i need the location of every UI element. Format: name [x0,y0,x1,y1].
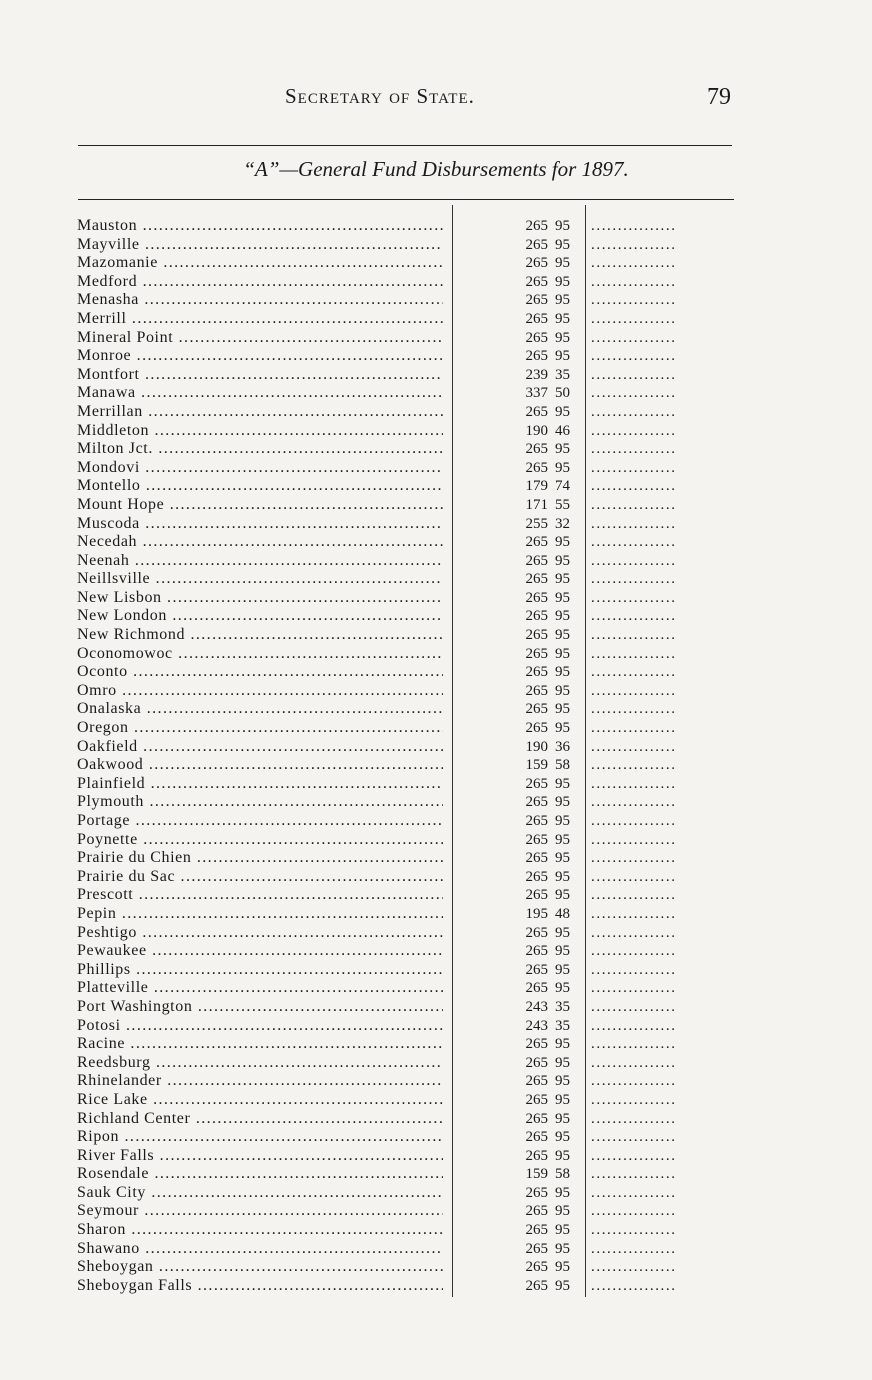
town-name: New Lisbon ..... [77,589,443,608]
amount-cents: 58 [555,1166,570,1183]
town-name: Racine ..... [77,1035,443,1054]
empty-column-leader: ................ [591,868,677,885]
empty-column-leader: ................ [591,664,677,681]
empty-column-leader: ................ [591,701,677,718]
empty-column-leader: ................ [591,1073,677,1090]
amount-cents: 95 [555,794,570,811]
empty-column-leader: ................ [591,1110,677,1127]
town-name: Sheboygan ..... [77,1258,443,1277]
town-name: Muscoda ..... [77,515,443,534]
table-row [0,1035,872,1054]
amount-dollars: 265 [525,534,548,551]
amount-cents: 95 [555,1184,570,1201]
amount-dollars: 239 [525,366,548,383]
amount-dollars: 255 [525,515,548,532]
table-row [0,310,872,329]
empty-column-leader: ................ [591,1184,677,1201]
running-header [0,84,872,114]
empty-column-leader: ................ [591,571,677,588]
table-row [0,998,872,1017]
page-number: 79 [707,84,731,110]
empty-column-leader: ................ [591,813,677,829]
town-name: Prescott ..... [77,886,443,905]
table-row [0,347,872,366]
table-row [0,1277,872,1296]
disbursement-table [0,217,872,1295]
amount-cents: 95 [555,627,570,644]
amount-dollars: 265 [525,218,548,234]
table-row [0,719,872,738]
town-name: Oconomowoc ..... [77,645,443,664]
town-name: Rhinelander ..... [77,1072,443,1091]
amount-cents: 95 [555,236,570,253]
town-name: River Falls ..... [77,1147,443,1166]
town-name: Potosi ..... [77,1017,443,1036]
amount-dollars: 265 [525,775,548,792]
amount-cents: 95 [555,980,570,997]
amount-cents: 95 [555,403,570,420]
town-name: Oconto ..... [77,663,443,682]
town-name: Menasha ..... [77,291,443,310]
table-row [0,775,872,794]
amount-dollars: 265 [525,1240,548,1257]
table-row [0,1017,872,1036]
amount-dollars: 265 [525,850,548,867]
amount-dollars: 265 [525,459,548,476]
town-name: Shawano ..... [77,1240,443,1259]
amount-cents: 36 [555,738,570,755]
running-title: Secretary of State. [285,84,475,108]
town-name: Platteville ..... [77,979,443,998]
amount-dollars: 265 [525,348,548,365]
table-row [0,831,872,850]
amount-dollars: 243 [525,1017,548,1034]
table-row [0,961,872,980]
empty-column-leader: ................ [591,273,677,290]
amount-cents: 95 [555,441,570,458]
empty-column-leader: ................ [591,738,677,755]
empty-column-leader: ................ [591,310,677,327]
amount-dollars: 265 [525,701,548,718]
town-name: Poynette ..... [77,831,443,850]
table-row [0,236,872,255]
amount-dollars: 265 [525,943,548,960]
town-name: Port Washington ..... [77,998,443,1017]
empty-column-leader: ................ [591,682,677,699]
empty-column-leader: ................ [591,459,677,476]
amount-dollars: 265 [525,1203,548,1220]
town-name: Pewaukee ..... [77,942,443,961]
amount-cents: 95 [555,1259,570,1276]
top-rule [78,145,732,146]
town-name: Necedah ..... [77,533,443,552]
amount-cents: 35 [555,998,570,1015]
town-name: Mineral Point ..... [77,329,443,348]
amount-dollars: 265 [525,1054,548,1071]
town-name: Medford ..... [77,273,443,292]
table-row [0,570,872,589]
town-name: Portage ..... [77,812,443,831]
empty-column-leader: ................ [591,422,677,439]
town-name: Rosendale ..... [77,1165,443,1184]
empty-column-leader: ................ [591,943,677,960]
amount-cents: 95 [555,1054,570,1071]
empty-column-leader: ................ [591,589,677,606]
town-name: Montello ..... [77,477,443,496]
table-row [0,552,872,571]
table-row [0,440,872,459]
amount-dollars: 265 [525,980,548,997]
title-rule [78,199,734,200]
empty-column-leader: ................ [591,1259,677,1276]
table-row [0,217,872,236]
table-row [0,1054,872,1073]
empty-column-leader: ................ [591,850,677,867]
empty-column-leader: ................ [591,1166,677,1183]
amount-dollars: 265 [525,1036,548,1053]
town-name: Ripon ..... [77,1128,443,1147]
town-name: Montfort ..... [77,366,443,385]
amount-cents: 95 [555,552,570,569]
town-name: Peshtigo ..... [77,924,443,943]
empty-column-leader: ................ [591,1277,677,1294]
town-name: Milton Jct. ..... [77,440,443,459]
table-row [0,1072,872,1091]
town-name: Richland Center ..... [77,1110,443,1129]
amount-cents: 95 [555,273,570,290]
table-row [0,459,872,478]
amount-dollars: 243 [525,998,548,1015]
empty-column-leader: ................ [591,292,677,309]
amount-dollars: 190 [525,422,548,439]
amount-cents: 95 [555,1129,570,1146]
amount-cents: 95 [555,255,570,272]
amount-dollars: 265 [525,645,548,662]
amount-cents: 95 [555,943,570,960]
amount-dollars: 265 [525,664,548,681]
town-name: Oregon ..... [77,719,443,738]
amount-dollars: 265 [525,589,548,606]
table-row [0,589,872,608]
town-name: Mauston ..... [77,217,443,236]
town-name: New Richmond ..... [77,626,443,645]
amount-cents: 95 [555,608,570,625]
table-row [0,366,872,385]
empty-column-leader: ................ [591,924,677,941]
empty-column-leader: ................ [591,403,677,420]
empty-column-leader: ................ [591,998,677,1015]
amount-dollars: 265 [525,273,548,290]
empty-column-leader: ................ [591,236,677,253]
table-row [0,849,872,868]
table-row [0,403,872,422]
town-name: Manawa ..... [77,384,443,403]
amount-cents: 95 [555,1147,570,1164]
empty-column-leader: ................ [591,1036,677,1053]
amount-cents: 95 [555,459,570,476]
empty-column-leader: ................ [591,1129,677,1146]
empty-column-leader: ................ [591,478,677,495]
table-row [0,793,872,812]
amount-dollars: 265 [525,813,548,829]
amount-cents: 74 [555,478,570,495]
amount-dollars: 265 [525,868,548,885]
empty-column-leader: ................ [591,1091,677,1108]
table-row [0,626,872,645]
table-row [0,886,872,905]
table-row [0,1091,872,1110]
empty-column-leader: ................ [591,775,677,792]
table-row [0,1202,872,1221]
amount-cents: 58 [555,757,570,774]
amount-dollars: 265 [525,1222,548,1239]
amount-dollars: 265 [525,1110,548,1127]
empty-column-leader: ................ [591,794,677,811]
empty-column-leader: ................ [591,348,677,365]
amount-dollars: 265 [525,887,548,904]
amount-cents: 95 [555,813,570,829]
amount-cents: 95 [555,850,570,867]
amount-cents: 95 [555,664,570,681]
amount-dollars: 265 [525,552,548,569]
empty-column-leader: ................ [591,757,677,774]
empty-column-leader: ................ [591,515,677,532]
amount-cents: 95 [555,887,570,904]
table-row [0,477,872,496]
empty-column-leader: ................ [591,627,677,644]
amount-dollars: 265 [525,1129,548,1146]
town-name: Seymour ..... [77,1202,443,1221]
amount-dollars: 265 [525,627,548,644]
amount-cents: 46 [555,422,570,439]
amount-cents: 95 [555,1110,570,1127]
town-name: Reedsburg ..... [77,1054,443,1073]
amount-cents: 95 [555,571,570,588]
table-row [0,422,872,441]
amount-cents: 95 [555,868,570,885]
table-row [0,1110,872,1129]
amount-cents: 35 [555,366,570,383]
empty-column-leader: ................ [591,1017,677,1034]
amount-dollars: 171 [525,496,548,513]
amount-dollars: 265 [525,682,548,699]
table-row [0,942,872,961]
table-row [0,496,872,515]
table-row [0,1165,872,1184]
amount-dollars: 265 [525,310,548,327]
amount-dollars: 159 [525,757,548,774]
town-name: Prairie du Sac ..... [77,868,443,887]
amount-dollars: 265 [525,831,548,848]
empty-column-leader: ................ [591,329,677,346]
amount-cents: 32 [555,515,570,532]
amount-cents: 95 [555,589,570,606]
empty-column-leader: ................ [591,1054,677,1071]
table-row [0,1128,872,1147]
amount-cents: 95 [555,329,570,346]
empty-column-leader: ................ [591,1203,677,1220]
table-row [0,1147,872,1166]
amount-cents: 35 [555,1017,570,1034]
table-row [0,868,872,887]
town-name: Plymouth ..... [77,793,443,812]
amount-cents: 95 [555,1091,570,1108]
town-name: Neillsville ..... [77,570,443,589]
table-row [0,254,872,273]
amount-cents: 95 [555,534,570,551]
amount-dollars: 265 [525,1184,548,1201]
amount-cents: 95 [555,961,570,978]
table-row [0,700,872,719]
empty-column-leader: ................ [591,441,677,458]
table-row [0,812,872,831]
table-row [0,291,872,310]
town-name: Plainfield ..... [77,775,443,794]
amount-dollars: 265 [525,329,548,346]
amount-cents: 95 [555,1222,570,1239]
town-name: Oakwood ..... [77,756,443,775]
amount-dollars: 265 [525,255,548,272]
amount-dollars: 265 [525,720,548,737]
amount-cents: 50 [555,385,570,402]
town-name: Omro ..... [77,682,443,701]
amount-dollars: 337 [525,385,548,402]
empty-column-leader: ................ [591,255,677,272]
empty-column-leader: ................ [591,218,677,234]
empty-column-leader: ................ [591,608,677,625]
amount-cents: 95 [555,1036,570,1053]
amount-dollars: 190 [525,738,548,755]
town-name: Mayville ..... [77,236,443,255]
empty-column-leader: ................ [591,1222,677,1239]
empty-column-leader: ................ [591,496,677,513]
empty-column-leader: ................ [591,1147,677,1164]
amount-dollars: 265 [525,961,548,978]
amount-dollars: 265 [525,1091,548,1108]
amount-cents: 95 [555,720,570,737]
empty-column-leader: ................ [591,645,677,662]
town-name: Oakfield ..... [77,738,443,757]
town-name: New London ..... [77,607,443,626]
amount-cents: 95 [555,218,570,234]
table-row [0,738,872,757]
table-row [0,905,872,924]
table-row [0,1184,872,1203]
table-title: “A”—General Fund Disbursements for 1897. [243,157,629,181]
empty-column-leader: ................ [591,366,677,383]
amount-cents: 95 [555,1277,570,1294]
empty-column-leader: ................ [591,980,677,997]
amount-dollars: 265 [525,292,548,309]
town-name: Prairie du Chien ..... [77,849,443,868]
amount-cents: 95 [555,292,570,309]
table-row [0,329,872,348]
empty-column-leader: ................ [591,831,677,848]
town-name: Neenah ..... [77,552,443,571]
town-name: Phillips ..... [77,961,443,980]
amount-cents: 48 [555,905,570,922]
empty-column-leader: ................ [591,385,677,402]
empty-column-leader: ................ [591,552,677,569]
table-row [0,273,872,292]
town-name: Merrillan ..... [77,403,443,422]
amount-dollars: 159 [525,1166,548,1183]
empty-column-leader: ................ [591,961,677,978]
amount-dollars: 265 [525,403,548,420]
town-name: Merrill ..... [77,310,443,329]
amount-dollars: 265 [525,924,548,941]
table-row [0,384,872,403]
table-row [0,645,872,664]
amount-cents: 55 [555,496,570,513]
amount-dollars: 265 [525,441,548,458]
amount-cents: 95 [555,348,570,365]
amount-cents: 95 [555,1073,570,1090]
amount-cents: 95 [555,775,570,792]
amount-dollars: 265 [525,1259,548,1276]
table-row [0,533,872,552]
town-name: Rice Lake ..... [77,1091,443,1110]
town-name: Sauk City ..... [77,1184,443,1203]
amount-dollars: 265 [525,1147,548,1164]
amount-dollars: 265 [525,236,548,253]
empty-column-leader: ................ [591,905,677,922]
town-name: Sheboygan Falls ..... [77,1277,443,1296]
amount-cents: 95 [555,682,570,699]
amount-dollars: 265 [525,608,548,625]
amount-dollars: 265 [525,794,548,811]
table-row [0,1221,872,1240]
amount-cents: 95 [555,701,570,718]
town-name: Mazomanie ..... [77,254,443,273]
amount-cents: 95 [555,831,570,848]
town-name: Monroe ..... [77,347,443,366]
amount-cents: 95 [555,645,570,662]
table-row [0,515,872,534]
amount-dollars: 265 [525,1073,548,1090]
amount-dollars: 195 [525,905,548,922]
empty-column-leader: ................ [591,1240,677,1257]
amount-dollars: 265 [525,571,548,588]
amount-dollars: 265 [525,1277,548,1294]
table-row [0,756,872,775]
amount-cents: 95 [555,310,570,327]
amount-cents: 95 [555,1240,570,1257]
table-row [0,924,872,943]
town-name: Mount Hope ..... [77,496,443,515]
town-name: Sharon ..... [77,1221,443,1240]
table-row [0,682,872,701]
town-name: Mondovi ..... [77,459,443,478]
empty-column-leader: ................ [591,720,677,737]
table-row [0,1258,872,1277]
amount-cents: 95 [555,1203,570,1220]
table-row [0,979,872,998]
town-name: Onalaska ..... [77,700,443,719]
table-row [0,607,872,626]
table-row [0,1240,872,1259]
empty-column-leader: ................ [591,534,677,551]
amount-cents: 95 [555,924,570,941]
table-row [0,663,872,682]
town-name: Middleton ..... [77,422,443,441]
empty-column-leader: ................ [591,887,677,904]
town-name: Pepin ..... [77,905,443,924]
amount-dollars: 179 [525,478,548,495]
